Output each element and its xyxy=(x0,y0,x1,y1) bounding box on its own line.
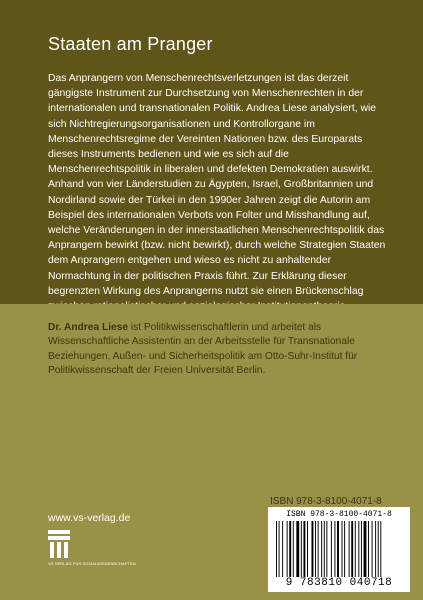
barcode-bar xyxy=(358,521,359,577)
barcode-bar xyxy=(378,521,379,577)
barcode-digits: 9 783810 040718 xyxy=(285,577,393,589)
barcode-bar xyxy=(326,521,327,577)
barcode-bar xyxy=(312,521,314,577)
author-bio-text: ist Politikwissenschaftlerin und arbeitet als Wissenschaftliche Assistentin an der Arbeitsstelle für Transnationale Beziehungen, Außen- und Sicherheitspolitik am Otto-Suhr-Institut für Politikwissenschaft der Freien Universität Berlin. xyxy=(48,322,358,377)
barcode-bar xyxy=(372,521,373,577)
barcode-bar xyxy=(324,521,325,577)
book-title: Staaten am Pranger xyxy=(48,34,213,54)
barcode-bar xyxy=(375,521,376,577)
barcode-bar xyxy=(296,521,299,577)
author-bio xyxy=(48,321,386,379)
barcode-bar xyxy=(279,521,280,577)
barcode-bar xyxy=(334,521,335,577)
publisher-logo xyxy=(48,530,168,570)
barcode-bar xyxy=(318,521,319,577)
barcode-bar xyxy=(337,521,339,577)
barcode-bars xyxy=(274,521,404,577)
publisher-website: www.vs-verlag.de xyxy=(48,512,131,524)
barcode-bar xyxy=(321,521,322,577)
barcode-bar xyxy=(364,521,367,577)
barcode-bar xyxy=(282,521,283,577)
barcode-isbn: ISBN 978-3-8100-4071-8 xyxy=(286,510,392,519)
barcode-bar xyxy=(315,521,316,577)
book-description xyxy=(48,71,386,314)
barcode-bar xyxy=(307,521,308,577)
publisher-logo-icon xyxy=(48,530,70,558)
barcode-bar xyxy=(342,521,343,577)
barcode-bar xyxy=(293,521,294,577)
author-name: Dr. Andrea Liese xyxy=(48,322,129,333)
barcode-bar xyxy=(331,521,332,577)
barcode-bar xyxy=(349,521,350,577)
barcode-bar xyxy=(287,521,288,577)
barcode-bar xyxy=(276,521,277,577)
barcode-bar xyxy=(355,521,356,577)
description-text: Das Anprangern von Menschenrechtsverletzungen ist das derzeit gängigste Instrument zur Durchsetzung von Menschenrechten in der internationalen und transnationalen Politik. Andrea Liese analysiert, wie sich Nichtregierungsorganisationen und Kontrollorgane im Menschenrechtsregime der Vereinten Nationen bzw. des Europarats dieses Instruments bedienen und wie es sich auf die Menschenrechtspolitik in liberalen und defekten Demokratien auswirkt. Anhand von vier Länderstudien zu Ägypten, Israel, Großbritannien und Nordirland sowie der Türkei in den 1990er Jahren zeigt die Autorin am Beispiel des internationalen Verbots von Folter und Misshandlung auf, welche Veränderungen in der innerstaatlichen Menschenrechtspolitik das Anprangern bewirkt (bzw. nicht bewirkt), durch welche Strategien Staaten dem Anprangern entgehen und wieso es nicht zu anhaltender Normachtung in der politischen Praxis führt. Zur Erklärung dieser begrenzten Wirkung des Anprangerns nutzt sie einen Brückenschlag xyxy=(48,73,386,297)
publisher-name: VS VERLAG FÜR SOZIALWISSENSCHAFTEN xyxy=(48,561,136,566)
barcode-bar xyxy=(344,521,345,577)
barcode-bar xyxy=(368,521,369,577)
isbn-label: ISBN 978-3-8100-4071-8 xyxy=(270,496,382,507)
barcode-bar xyxy=(361,521,362,577)
barcode-bar xyxy=(380,521,381,577)
barcode-bar xyxy=(301,521,302,577)
barcode xyxy=(268,507,410,592)
barcode-bar xyxy=(289,521,291,577)
barcode-bar xyxy=(351,521,353,577)
barcode-bar xyxy=(303,521,305,577)
